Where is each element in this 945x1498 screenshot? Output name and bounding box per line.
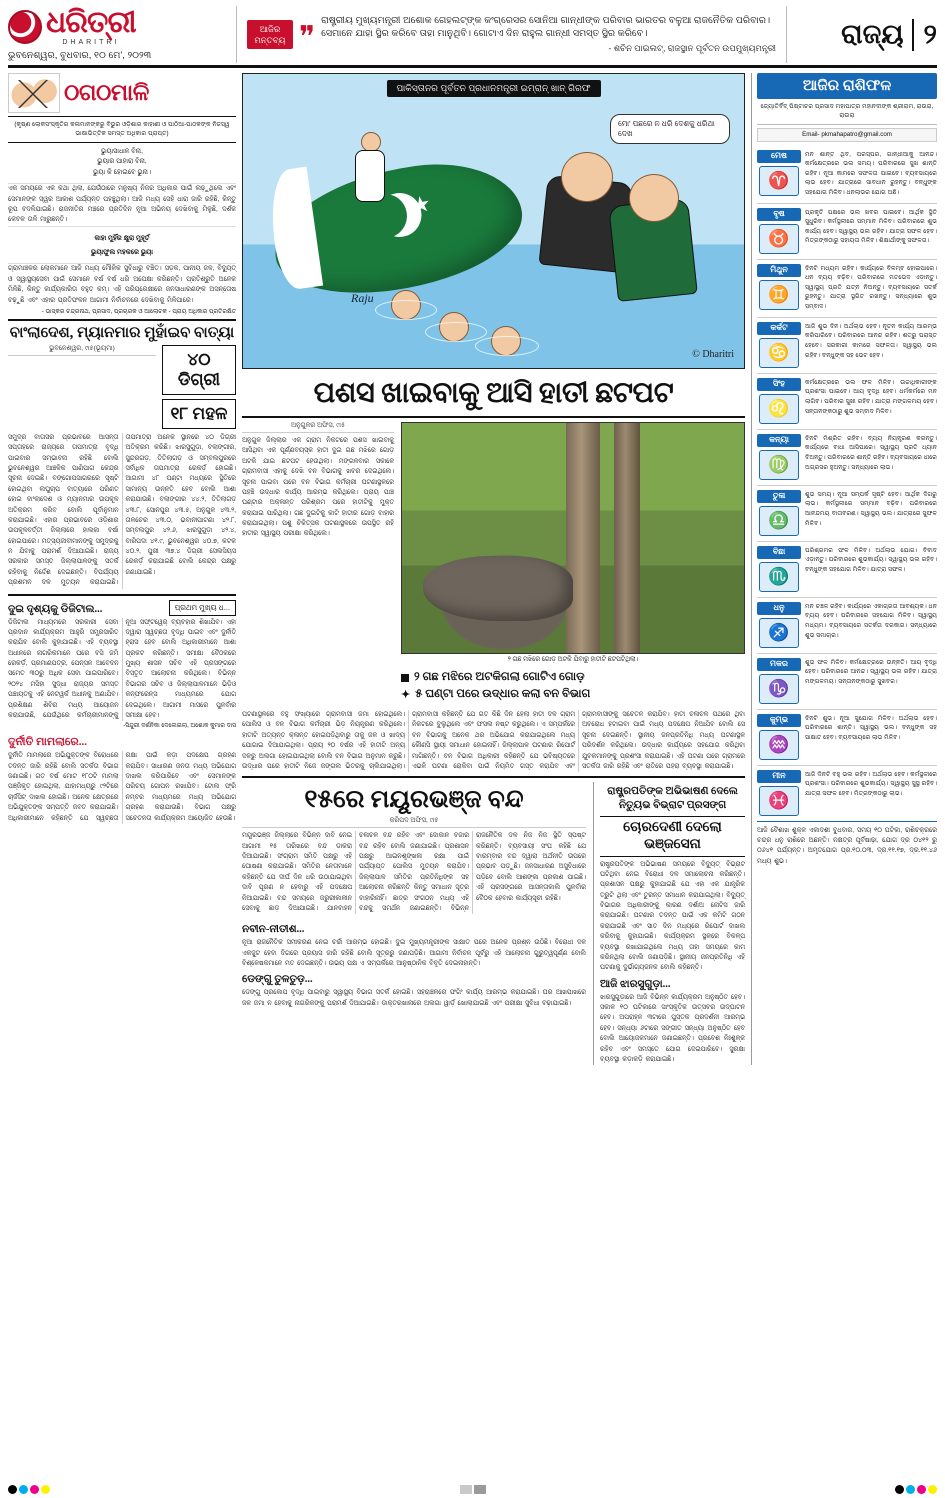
astrologer-email: Email- pkmahapatro@gmail.com	[757, 128, 937, 142]
sign-text: ଶୁଭ ଫଳ ମିଳିବ। କର୍ମକ୍ଷେତ୍ରରେ ଉନ୍ନତି। ଆୟ ବୃଦ୍ଧି ହେବ। ପରିବାରରେ ଆନନ୍ଦ। ସ୍ୱାସ୍ଥ୍ୟ ଭଲ ରହିବ। ଯାତ୍ରା ମଙ୍ଗଳମୟ। ସନ୍ତାନଙ୍କଠାରୁ ସୁଖବର।	[805, 658, 937, 685]
thagathamali-note: (କୃଷ୍ଣ ଲୋକସଂସ୍କୃତିର କଳାମାନଙ୍କରୁ ବିଭୁର ଓଡ଼ିଶାର କାହାଣୀ ଓ ପାଠିଆ-ପାଠକଙ୍କ ନିଜସ୍ୱ ଭାଷାଭିତ୍ତିକ ସମସ୍ତ ଅଧିକାର ପ୍ରାପ୍ତ)	[8, 117, 236, 143]
square-bullet-icon	[401, 674, 409, 682]
cartoon-caption-top: ପାକିସ୍ତାନର ପୂର୍ବତନ ପ୍ରଧାନମନ୍ତ୍ରୀ ଇମ୍ରାନ୍‌ ଖାନ୍‌ ଗିରଫ	[386, 80, 600, 97]
middle-column	[242, 73, 745, 1065]
sign-item-tula	[757, 486, 937, 542]
stat-temperature	[162, 345, 236, 395]
cmyk-group-right	[895, 1485, 937, 1494]
nabin-nitish-body: ନୂଆ ରାଜନୈତିକ ସମୀକରଣ ନେଇ ଚର୍ଚ୍ଚା ଆରମ୍ଭ ହୋଇଛି। ଦୁଇ ମୁଖ୍ୟମନ୍ତ୍ରୀଙ୍କ ସାକ୍ଷାତ ପରେ ଅନେକ ପ୍ରଶ୍ନ ଉଠିଛି। ବିରୋଧୀ ଦଳ ଏକଜୁଟ ହେବା ଦିଗରେ ପ୍ରୟାସ ଜାରି ରହିଛି ବୋଲି ସୂତ୍ରରୁ ଜଣାପଡ଼ିଛି। ଆଗାମୀ ନିର୍ବାଚନ ପୂର୍ବରୁ ଏହି ଆଲୋଚନା ଗୁରୁତ୍ୱପୂର୍ଣ୍ଣ ବୋଲି ବିଶ୍ଳେଷକମାନେ ମତ ଦେଇଛନ୍ତି। ଉଭୟ ପକ୍ଷ ଏ ସମ୍ପର୍କରେ ଆନୁଷ୍ଠାନିକ ବିବୃତି ଦେଇନାହାନ୍ତି।	[242, 939, 586, 967]
cancer-icon: ♋	[759, 338, 799, 368]
registration-dot-magenta	[30, 1485, 39, 1494]
sign-name: ମେଷ	[757, 150, 801, 163]
flag-white-band	[265, 167, 323, 292]
section-divider	[242, 776, 745, 778]
digital-tag: ପ୍ରଥମ ମୁଖ୍ୟ ଧ...	[169, 600, 236, 616]
poem-sub-block	[8, 226, 236, 265]
logo-swirl-icon	[8, 10, 42, 44]
elephant-body-col1: ଅନୁଗୁଳ ଜିଲ୍ଲାର ଏକ ଗ୍ରାମ ନିକଟରେ ପଶସ ଖାଇବାକୁ ଆସିଥିବା ଏକ ପୂର୍ଣ୍ଣବୟସ୍କ ହାତୀ ଦୁଇ ଗଛ ମଝିରେ ଗୋଡ଼ ଅଟକି ଯାଇ ଛଟପଟ ହେଉଥିଲା। ମଙ୍ଗଳବାର ସକାଳେ ଗ୍ରାମବାସୀ ଏହାକୁ ଦେଖି ବନ ବିଭାଗକୁ ଖବର ଦେଇଥିଲେ। ସୂଚନା ପାଇବା ପରେ ବନ ବିଭାଗ କର୍ମଚାରୀ ଘଟଣାସ୍ଥଳରେ ପହଞ୍ଚି ଉଦ୍ଧାର କାର୍ଯ୍ୟ ଆରମ୍ଭ କରିଥିଲେ। ପ୍ରାୟ ପାଞ୍ଚ ଘଣ୍ଟାର ଅକ୍ଳାନ୍ତ ପରିଶ୍ରମ ପରେ ହାତୀଟିକୁ ମୁକ୍ତ କରାଯାଇ ପାରିଥିଲା। ଗଛ ଦୁଇଟିକୁ କାଟି ହାତୀର ଗୋଡ଼ ବାହାର କରାଯାଇଥିଲା। ପଶୁ ଚିକିତ୍ସକ ଘଟଣାସ୍ଥଳରେ ଉପସ୍ଥିତ ରହି ହାତୀର ସ୍ୱାସ୍ଥ୍ୟ ପରୀକ୍ଷା କରିଥିଲେ।	[242, 437, 394, 538]
sign-name: ମିଥୁନ	[757, 264, 801, 277]
rashifal-title: ଆଜିର ରାଶିଫଳ	[757, 73, 937, 99]
sign-item-singha	[757, 374, 937, 430]
sign-name: ମକର	[757, 658, 801, 671]
sign-name: କୁମ୍ଭ	[757, 714, 801, 727]
aries-icon: ♈	[759, 166, 799, 196]
digital-head: ଦୁଇ ଦୃଶ୍ୟକୁ ଡିଜିଟାଲ...	[8, 603, 103, 615]
bangladesh-dateline: ଭୁବନେଶ୍ୱର, ୯ା୫(ଭୂୟମା)	[8, 345, 156, 356]
poem-sub-1: କାହା ମୁହିଁର କ୍ଷୁରା ମୁହୂର୍ତ	[94, 234, 150, 242]
sign-name: ମୀନ	[757, 770, 801, 783]
tree-trunk-1	[566, 423, 600, 653]
scorpio-icon: ♏	[759, 562, 799, 592]
president-kicker: ରାଷ୍ଟ୍ରପତିଙ୍କ ଅଭିଭାଷଣ ଦେଲେ ନିତ୍ୟୁଭ ବିଭ୍ରାଟ ପ୍ରସଙ୍ଗ	[607, 786, 738, 811]
sign-text: ଶୁଭ ସମୟ। ନୂଆ ସମ୍ପର୍କ ସୃଷ୍ଟି ହେବ। ଆର୍ଥିକ ଦିଗରୁ ଲାଭ। କର୍ମସ୍ଥଳୀରେ ସମ୍ମାନ ବଢ଼ିବ। ପରିବାରରେ ଆନନ୍ଦମୟ ବାତାବରଣ। ସ୍ୱାସ୍ଥ୍ୟ ଭଲ। ଯାତ୍ରାରେ ସୁଫଳ ମିଳିବ।	[805, 490, 937, 527]
elephant-main-headline: ପଶସ ଖାଇବାକୁ ଆସି ହାତୀ ଛଟପଟ	[242, 369, 745, 418]
dengue-body: ଡେଙ୍ଗୁ ପ୍ରକୋପ ବୃଦ୍ଧି ପାଇବାରୁ ସ୍ୱାସ୍ଥ୍ୟ ବିଭାଗ ସତର୍କ ହୋଇଛି। ସହରାଞ୍ଚଳରେ ଫଗିଂ କାର୍ଯ୍ୟ ଆରମ୍ଭ କରାଯାଇଛି। ଘର ଆଖପାଖରେ ଜଳ ଜମା ନ ହେବାକୁ ନାଗରିକଙ୍କୁ ପରାମର୍ଶ ଦିଆଯାଇଛି। ଡାକ୍ତରଖାନାରେ ଅଲଗା ୱାର୍ଡ଼ ଖୋଲାଯାଇଛି ଏବଂ ପରୀକ୍ଷା ସୁବିଧା ବଢ଼ାଯାଇଛି।	[242, 989, 586, 1007]
sign-item-meena	[757, 766, 937, 822]
bangladesh-body: ସମୁଦ୍ର ବାତାସର ପ୍ରଭାବରେ ଆସନ୍ତା ସପ୍ତାହରେ ରାଜ୍ୟରେ ତାପମାତ୍ରା ବୃଦ୍ଧି ପାଇବାର ସମ୍ଭାବନା ରହିଛି ବୋଲି ଭୁବନେଶ୍ୱର ଆଞ୍ଚଳିକ ପାଣିପାଗ କେନ୍ଦ୍ର ସୂଚନା ଦେଇଛି। ବଙ୍ଗୋପସାଗରରେ ସୃଷ୍ଟି ହୋଇଥିବା ଲଘୁଚାପ ବାତ୍ୟାରେ ପରିଣତ ହୋଇ ବାଂଲାଦେଶ ଓ ମ୍ୟାନମାର ଉପକୂଳ ଅତିକ୍ରମ କରିବ ବୋଲି ପୂର୍ବାନୁମାନ କରାଯାଇଛି। ଏହାର ପ୍ରଭାବରେ ଓଡ଼ିଶାର ଉପକୂଳବର୍ତ୍ତୀ ଜିଲ୍ଲାରେ ହାଲକା ବର୍ଷା ହୋଇପାରେ। ମତ୍ସ୍ୟଜୀବୀମାନଙ୍କୁ ସମୁଦ୍ରକୁ ନ ଯିବାକୁ ପରାମର୍ଶ ଦିଆଯାଇଛି। ରାଜ୍ୟ ସରକାର ସମସ୍ତ ଜିଲ୍ଲାପାଳଙ୍କୁ ସତର୍କ ରହିବାକୁ ନିର୍ଦ୍ଦେଶ ଦେଇଛନ୍ତି। ବିପର୍ଯ୍ୟୟ ପ୍ରଶମନ ଦଳ ମୁତୟନ କରାଯାଇଛି। ତାପମାତ୍ରା ଅନେକ ସ୍ଥାନରେ ୪୦ ଡିଗ୍ରୀ ଅତିକ୍ରମ କରିଛି। ଝାରସୁଗୁଡ଼ା, ବଲାଙ୍ଗୀର, ସୁନ୍ଦରଗଡ଼, ତିତିଲାଗଡ଼ ଓ ସମ୍ବଲପୁରରେ ସର୍ବାଧିକ ତାପମାତ୍ରା ରେକର୍ଡ଼ ହୋଇଛି। ଆଗାମୀ ୪୮ ଘଣ୍ଟା ମଧ୍ୟରେ ସ୍ଥିତିରେ ସାମାନ୍ୟ ଉନ୍ନତି ହେବ ବୋଲି ଆଶା କରାଯାଉଛି। ବଲାଙ୍ଗୀର ୪୪.୨, ତିତିଲାଗଡ଼ ୪୩.୮, ସୋନପୁର ୪୩.୫, ଅନୁଗୁଳ ୪୩.୨, ତାଳଚେର ୪୩.୦, ଭବାନୀପାଟଣା ୪୨.୮, ସମ୍ବଲପୁର ୪୨.୬, ଝାରସୁଗୁଡ଼ା ୪୨.୪, ବାରିପଦା ୪୧.୯, ଭୁବନେଶ୍ୱର ୪୦.୭, କଟକ ୪୦.୨, ପୁରୀ ୩୭.୪ ଡିଗ୍ରୀ ସେଲସିୟସ ରେକର୍ଡ଼ କରାଯାଇଛି ବୋଲି କେନ୍ଦ୍ର ପକ୍ଷରୁ ଜଣାଯାଇଛି।	[8, 433, 236, 587]
dengue-head: ଡେଙ୍ଗୁ ତୁଳତୁଡ଼...	[242, 974, 313, 986]
bullet-item-2	[401, 686, 745, 703]
elephant-photo	[401, 422, 745, 654]
sign-item-bichha	[757, 542, 937, 598]
star-bullet-icon: ✦	[401, 689, 411, 701]
registration-dot-yellow-2	[928, 1485, 937, 1494]
leo-icon: ♌	[759, 394, 799, 424]
star-icon: ★	[408, 190, 433, 219]
water-ripple-2	[425, 322, 487, 342]
registration-dot-black-2	[895, 1485, 904, 1494]
president-headline: ଚୋରଦେଣୀ ଦେଲୋ ଭଞ୍ଜସେନା	[600, 816, 745, 857]
sign-item-makara	[757, 654, 937, 710]
aquarius-icon: ♒	[759, 730, 799, 760]
main-cartoon-image	[242, 73, 745, 369]
thagathamali-header	[8, 73, 236, 117]
tree-trunk-2	[614, 423, 640, 653]
sign-text: ଆଜି ଦିନଟି ବହୁ ଭଲ ରହିବ। ଅର୍ଥଲାଭ ହେବ। କର୍ମସ୍ଥଳୀରେ ପ୍ରଶଂସା। ପରିବାରରେ ଶୁଭକାର୍ଯ୍ୟ। ସ୍ୱାସ୍ଥ୍ୟ ସୁସ୍ଥ ରହିବ। ଯାତ୍ରା ସଫଳ ହେବ। ମିତ୍ରଙ୍କଠାରୁ ଲାଭ।	[805, 770, 937, 797]
thagathamali-body: ଏକ ସମୟରେ ଏକ କଥା ଥିଲା, ଯେଉଁଠାରେ ମନୁଷ୍ୟ ନିଜର ଅଧିକାର ପାଇଁ ଲଢ଼ୁଥିଲେ ଏବଂ ସେମାନଙ୍କ ସ୍ୱର ଆକାଶ ପର୍ଯ୍ୟନ୍ତ ପହଞ୍ଚୁଥିଲା। ଆଜି ମଧ୍ୟ ସେହି ଧାରା ଜାରି ରହିଛି, କିନ୍ତୁ ରୂପ ବଦଳିଯାଇଛି। ରାଜନୀତିର ମଞ୍ଚରେ ପ୍ରତିଦିନ ନୂଆ ଅଭିନୟ ଦେଖିବାକୁ ମିଳୁଛି, ଦର୍ଶକ କେବଳ ତାଳି ମାରୁଛନ୍ତି।	[8, 185, 236, 224]
quote-of-the-day	[236, 6, 787, 63]
poem-sub-2: ଭୁୟାଫୁଲ ମହକରେ ଭୁୟା	[91, 248, 153, 256]
capricorn-icon: ♑	[759, 674, 799, 704]
masthead-left	[8, 6, 236, 63]
thagathamali-poem	[8, 143, 236, 185]
sign-item-brusha	[757, 204, 937, 260]
figure-head-2	[629, 174, 679, 222]
cartoonist-signature: Raju	[351, 291, 374, 305]
quote-mark-icon: ❞	[299, 21, 316, 54]
sign-text: ଆଜି ଶୁଭ ଦିନ। ଅର୍ଥଲାଭ ହେବ। ନୂତନ କାର୍ଯ୍ୟ ଆରମ୍ଭ କରିପାରିବେ। ପରିବାରରେ ଆନନ୍ଦ ରହିବ। ଶତ୍ରୁ ପରାସ୍ତ ହେବେ। ସରକାରୀ କାମରେ ସଫଳତା। ସ୍ୱାସ୍ଥ୍ୟ ଭଲ ରହିବ। ବନ୍ଧୁଙ୍କ ସହ ଭେଟ ହେବ।	[805, 322, 937, 359]
section-title: ରାଜ୍ୟ	[841, 18, 904, 49]
poem-line-1: ଭୁୟାସାଧାନ ବିନା,	[101, 147, 143, 155]
registration-dot-yellow	[41, 1485, 50, 1494]
sign-text: ପ୍ରକୃତି ପକ୍ଷରେ ଭଲ ଖବର ପାଇବେ। ଆର୍ଥିକ ସ୍ଥିତି ସୁଧୁରିବ। କର୍ମସ୍ଥଳୀରେ ସମ୍ମାନ ମିଳିବ। ପରିବାରରେ ଶୁଭ କାର୍ଯ୍ୟ ହେବ। ସ୍ୱାସ୍ଥ୍ୟ ଭଲ ରହିବ। ଯାତ୍ରା ସଫଳ ହେବ। ମିତ୍ରଙ୍କଠାରୁ ସହାୟତା ମିଳିବ। ଶିକ୍ଷାର୍ଥୀଙ୍କୁ ସଫଳତା।	[805, 208, 937, 245]
caricature-icon	[8, 73, 60, 113]
elephant-figure	[423, 556, 573, 620]
logo	[8, 8, 236, 46]
registration-dot-cyan-2	[906, 1485, 915, 1494]
bullet-item-1	[401, 669, 745, 686]
sign-item-kumbha	[757, 710, 937, 766]
cartoon-credit: © Dharitri	[692, 349, 734, 360]
registration-dot-cyan	[19, 1485, 28, 1494]
sign-name: ତୁଳା	[757, 490, 801, 503]
sign-item-kanya	[757, 430, 937, 486]
swatch-gray	[460, 1485, 472, 1494]
bullet-2-label: ୫ ଘଣ୍ଟା ପରେ ଉଦ୍ଧାର କଲା ବନ ବିଭାଗ	[415, 688, 591, 700]
sign-name: ସିଂହ	[757, 378, 801, 391]
bangladesh-headline: ବାଂଲାଦେଶ, ମ୍ୟାନମାର ମୁହାଁଇବ ବାତ୍ୟା	[9, 324, 235, 341]
figure-body-3	[355, 150, 385, 202]
swatch-gray-dark	[474, 1485, 486, 1494]
stat-temperature-value: ୪୦ ଡିଗ୍ରୀ	[177, 349, 221, 389]
libra-icon: ♎	[759, 506, 799, 536]
bullet-1-label: ୨ ଗଛ ମଝିରେ ଅଟକିଗଲା ଗୋଟିଏ ଗୋଡ଼	[414, 671, 585, 683]
sign-text: ଦିନଟି ମଧ୍ୟମ ରହିବ। କାର୍ଯ୍ୟରେ ବିଳମ୍ବ ହୋଇପାରେ। ଧନ ବ୍ୟୟ ବଢ଼ିବ। ପରିବାରରେ ମତଭେଦ ଏଡ଼ାନ୍ତୁ। ସ୍ୱାସ୍ଥ୍ୟ ପ୍ରତି ଯତ୍ନ ନିଅନ୍ତୁ। ବ୍ୟବସାୟରେ ସତର୍କ ରୁହନ୍ତୁ। ଯାତ୍ରା ସ୍ଥଗିତ ରଖନ୍ତୁ। ସନ୍ଧ୍ୟାରେ ଶୁଭ ସମ୍ବାଦ।	[805, 264, 937, 311]
cartoon-speech-bubble: ମୋ' ପଛରେ ନ ଧରି ଦେଶକୁ ଧରିଥା ଦେଖ	[610, 114, 730, 144]
sign-text: ଦିନଟି ଶୁଭ। ନୂଆ ସୁଯୋଗ ମିଳିବ। ଅର୍ଥଲାଭ ହେବ। ପରିବାରରେ ଶାନ୍ତି। ସ୍ୱାସ୍ଥ୍ୟ ଭଲ। ବନ୍ଧୁଙ୍କ ସହ ସାକ୍ଷାତ ହେବ। ବ୍ୟବସାୟରେ ଲାଭ ମିଳିବ।	[805, 714, 937, 741]
digital-body: ଡିଜିଟାଲ ମାଧ୍ୟମରେ ସରକାରୀ ସେବା ପ୍ରଦାନ କାର୍ଯ୍ୟକ୍ରମ ଆହୁରି ସମ୍ପ୍ରସାରିତ କରାଯିବ ବୋଲି କୁହାଯାଇଛି। ଏହି ବ୍ୟବସ୍ଥା ଅଧୀନରେ ନାଗରିକମାନେ ଘରେ ବସି ଜମି ରେକର୍ଡ଼, ପ୍ରମାଣପତ୍ର, ପେନ୍‌ସନ ଆବେଦନ ସମେତ ୩୦ରୁ ଅଧିକ ସେବା ପାଇପାରିବେ। ୨୦୨୪ ମସିହା ସୁଦ୍ଧା ରାଜ୍ୟର ସମସ୍ତ ପଞ୍ଚାୟତକୁ ଏହି ନେଟୱର୍କ ଅଧୀନକୁ ଅଣାଯିବ। ପ୍ରଶିକ୍ଷଣ ଶିବିର ମଧ୍ୟ ଆୟୋଜନ କରାଯାଉଛି, ଯେଉଁଥିରେ କର୍ମଚାରୀମାନଙ୍କୁ ନୂଆ ସଫ୍ଟୱେର୍ ବ୍ୟବହାର ଶିଖାଯିବ। ଏହା ଦ୍ୱାରା ସ୍ୱଚ୍ଛତା ବୃଦ୍ଧି ପାଇବ ଏବଂ ଦୁର୍ନୀତି ହ୍ରାସ ହେବ ବୋଲି ଅଧିକାରୀମାନେ ଆଶା ପ୍ରକଟ କରିଛନ୍ତି। ସମୀକ୍ଷା ବୈଠକରେ ମୁଖ୍ୟ ଶାସନ ସଚିବ ଏହି ପ୍ରସଙ୍ଗରେ ବିସ୍ତୃତ ଆଲୋଚନା କରିଥିଲେ। ବିଭିନ୍ନ ବିଭାଗର ସଚିବ ଓ ଜିଲ୍ଲାପାଳମାନେ ଭିଡ଼ିଓ କନ୍‌ଫରେନ୍‌ସ ମାଧ୍ୟମରେ ଯୋଗ ଦେଇଥିଲେ। ଆଗାମୀ ମାସରେ ପୁନର୍ବାର ସମୀକ୍ଷା ହେବ।	[8, 618, 236, 719]
mayurbhanj-headline: ୧୫ରେ ମୟୂରଭଞ୍ଜ ବନ୍ଦ	[304, 786, 524, 814]
masthead-right	[787, 6, 937, 63]
sign-name: ବିଛା	[757, 546, 801, 559]
corruption-head: ଦୁର୍ନୀତି ମାମଲାରେ...	[8, 736, 87, 749]
sign-item-mesha	[757, 146, 937, 204]
quote-badge: ଆଜିର ମନ୍ତବ୍ୟ	[247, 20, 293, 49]
logo-text: ଧରିତ୍ରୀ	[46, 6, 136, 39]
stat-floors-value: ୧୮ ମହଳ	[170, 403, 228, 423]
sagittarius-icon: ♐	[759, 618, 799, 648]
thagathamali-credit: - ଭାସ୍କର ଚନ୍ଦ୍ରନାଥ, ପ୍ରସାଦ, ପ୍ରଚାରକ ଓ ଆଲୋଚକ - ପ୍ରାୟ ଅଧିକାର ପ୍ରତିରକ୍ଷିତ	[8, 306, 236, 321]
quote-text: ରାଷ୍ଟ୍ରୀୟ ମୁଖ୍ୟମନ୍ତ୍ରୀ ଅଶୋକ ଗେହଲଟ୍‌ଙ୍କ କଂଗ୍ରେସର ସୋନିଆ ଗାନ୍ଧୀଙ୍କ ପରିବାର ଭାରତର ବଳୁଆ ରାଜନୈତିକ ପରିବାର। ସେମାନେ ଯାହା ସ୍ଥିର କରିବେ ତାହା ମାନୁଥିବି। ଗୋଟାଏ ଦିନ ରାହୁଲ ଗାନ୍ଧୀ ସମସ୍ତ ସ୍ଥିର କରିବେ।	[321, 15, 771, 39]
nabin-nitish-head: ନବୀନ-ନୀତୀଶ...	[242, 924, 305, 936]
cmyk-group-center	[460, 1485, 486, 1494]
president-body: ରାଷ୍ଟ୍ରପତିଙ୍କ ଅଭିଭାଷଣ ସମୟରେ ବିଦ୍ୟୁତ୍‌ ବିଭ୍ରାଟ ଘଟିଥିବା ନେଇ ବିରୋଧୀ ଦଳ ସମାଲୋଚନା କରିଛନ୍ତି। ପ୍ରଶାସନ ପକ୍ଷରୁ କୁହାଯାଇଛି ଯେ ଏହା ଏକ ଯାନ୍ତ୍ରିକ ତ୍ରୁଟି ଥିଲା ଏବଂ ତୁରନ୍ତ ସମାଧାନ କରାଯାଇଥିଲା। ବିଦ୍ୟୁତ୍‌ ବିଭାଗର ଅଧିକାରୀଙ୍କୁ କାରଣ ଦର୍ଶାଅ ନୋଟିସ ଜାରି କରାଯାଇଛି। ଘଟଣାର ତଦନ୍ତ ପାଇଁ ଏକ କମିଟି ଗଠନ କରାଯାଇଛି ଏବଂ ସାତ ଦିନ ମଧ୍ୟରେ ରିପୋର୍ଟ ଦାଖଲ କରିବାକୁ କୁହାଯାଇଛି। କାର୍ଯ୍ୟକ୍ରମ ସ୍ଥଳରେ ବିକଳ୍ପ ବ୍ୟବସ୍ଥା ରଖାଯାଇଥିଲେ ମଧ୍ୟ ତାହା ସମୟରେ କାମ କରିନଥିଲା ବୋଲି ଜଣାପଡ଼ିଛି। ସ୍ଥାନୀୟ ଜନପ୍ରତିନିଧି ଏହି ଘଟଣାକୁ ଦୁର୍ଭାଗ୍ୟଜନକ ବୋଲି କହିଛନ୍ତି।	[600, 860, 745, 972]
mayurbhanj-body: ମୟୂରଭଞ୍ଜ ଜିଲ୍ଲାରେ ବିଭିନ୍ନ ଦାବି ନେଇ ଆଗାମୀ ୧୫ ତାରିଖରେ ବନ୍ଦ ଡାକରା ଦିଆଯାଇଛି। ସଂଗ୍ରାମ ସମିତି ପକ୍ଷରୁ ଏହି ଘୋଷଣା କରାଯାଇଛି। ସମିତିର ନେତାମାନେ କହିଛନ୍ତି ଯେ ଦୀର୍ଘ ଦିନ ଧରି ଉଠାଯାଇଥିବା ଦାବି ପୂରଣ ନ ହେବାରୁ ଏହି ପଦକ୍ଷେପ ନିଆଯାଇଛି। ବନ୍ଦ ସମୟରେ ଜରୁରୀକାଳୀନ ସେବାକୁ ଛାଡ଼ ଦିଆଯାଇଛି। ଯାନବାହନ ଚଳାଚଳ ବନ୍ଦ ରହିବ ଏବଂ ଦୋକାନ ବଜାର ବନ୍ଦ ରହିବ ବୋଲି ଜଣାଯାଇଛି। ପ୍ରଶାସନ ପକ୍ଷରୁ ଆଇନଶୃଙ୍ଖଳା ରକ୍ଷା ପାଇଁ ପର୍ଯ୍ୟାପ୍ତ ପୋଲିସ ମୁତୟନ କରାଯିବ। ଜିଲ୍ଲାପାଳ ସମିତିର ପ୍ରତିନିଧିଙ୍କ ସହ ଆଲୋଚନା କରିଛନ୍ତି କିନ୍ତୁ ସମାଧାନ ସୂତ୍ର ବାହାରିନାହିଁ। ଛାତ୍ର ସଂଗଠନ ମଧ୍ୟ ଏହି ବନ୍ଦକୁ ସମର୍ଥନ ଜଣାଇଛନ୍ତି। ବିଭିନ୍ନ ରାଜନୈତିକ ଦଳ ନିଜ ନିଜ ସ୍ଥିତି ସ୍ପଷ୍ଟ କରିଛନ୍ତି। ବ୍ୟବସାୟୀ ସଂଘ କହିଛି ଯେ ବାରମ୍ବାର ବନ୍ଦ ଦ୍ୱାରା ଅର୍ଥନୀତି ଉପରେ ପ୍ରଭାବ ପଡ଼ୁଛି। ଜନସାଧାରଣ ଅସୁବିଧାରେ ପଡ଼ିବେ ବୋଲି ଆଶଙ୍କା ପ୍ରକାଶ ପାଇଛି। ଏହି ପ୍ରସଙ୍ଗରେ ଆସନ୍ତାକାଲି ପୁନର୍ବାର ବୈଠକ ହେବାର କାର୍ଯ୍ୟସୂଚୀ ରହିଛି।	[242, 832, 586, 912]
registration-dot-black	[8, 1485, 17, 1494]
water-ripple-1	[375, 300, 437, 320]
rashifal-column	[751, 73, 937, 1065]
publication-date: ଭୁବନେଶ୍ୱର, ବୁଧବାର, ୧୦ ମେ', ୨୦୨୩	[8, 50, 152, 61]
elephant-byline: ଅନୁଗୁଳର ଅଫିସ, ୯ା୫	[242, 422, 394, 433]
thagathamali-body-2: ଗ୍ରାମାଞ୍ଚଳର ଲୋକମାନେ ଆଜି ମଧ୍ୟ ମୌଳିକ ସୁବିଧାରୁ ବଞ୍ଚିତ। ସଡ଼କ, ପାନୀୟ ଜଳ, ବିଦ୍ୟୁତ୍‌ ଓ ସ୍ୱାସ୍ଥ୍ୟସେବା ପାଇଁ ସେମାନେ ବର୍ଷ ବର୍ଷ ଧରି ଅପେକ୍ଷା କରିଛନ୍ତି। ପ୍ରତିଶ୍ରୁତି ଅନେକ ମିଳିଛି, କିନ୍ତୁ କାର୍ଯ୍ୟକାରିତା ବହୁତ କମ୍‌। ଏହି ପରିପ୍ରେକ୍ଷୀରେ ଜନସାଧାରଣଙ୍କ ଅସନ୍ତୋଷ ବଢ଼ୁଛି ଏବଂ ଏହାର ପ୍ରତିଫଳନ ଆଗାମୀ ନିର୍ବାଚନରେ ଦେଖିବାକୁ ମିଳିପାରେ।	[8, 265, 236, 304]
pisces-icon: ♓	[759, 786, 799, 816]
sign-name: କର୍କଟ	[757, 322, 801, 335]
sign-name: କନ୍ୟା	[757, 434, 801, 447]
stat-floors	[162, 399, 236, 429]
cmyk-group-left	[8, 1485, 50, 1494]
page-number: ୨	[912, 19, 937, 51]
corruption-body: ଦୁର୍ନୀତି ମାମଲାରେ ଅଭିଯୁକ୍ତଙ୍କ ବିରୋଧରେ ତଦନ୍ତ ଜାରି ରହିଛି ବୋଲି ସତର୍କତା ବିଭାଗ ଜଣାଇଛି। ଗତ ବର୍ଷ ମୋଟ ୧୮୦ଟି ମାମଲା ପଞ୍ଜିକୃତ ହୋଇଥିଲା, ଯାହାମଧ୍ୟରୁ ୯୨ଟିରେ ଚାର୍ଜସିଟ୍ ଦାଖଲ ହୋଇଛି। ଅନେକ କ୍ଷେତ୍ରରେ ଅଭିଯୁକ୍ତଙ୍କ ସମ୍ପତ୍ତି ଜବତ କରାଯାଇଛି। ଅଧିକାରୀମାନେ କହିଛନ୍ତି ଯେ ସ୍ୱଚ୍ଛତା ରକ୍ଷା ପାଇଁ କଡ଼ା ପଦକ୍ଷେପ ଗ୍ରହଣ କରାଯିବ। ସାଧାରଣ ଜନତା ମଧ୍ୟ ଅଭିଯୋଗ ଦାଖଲ କରିପାରିବେ ଏବଂ ସେମାନଙ୍କ ପରିଚୟ ଗୋପନ ରଖାଯିବ। ଟୋଲ ଫ୍ରି ନମ୍ବର ମାଧ୍ୟମରେ ମଧ୍ୟ ଅଭିଯୋଗ ଗ୍ରହଣ କରାଯାଉଛି। ବିଭାଗ ପକ୍ଷରୁ ସଚେତନତା କାର୍ଯ୍ୟକ୍ରମ ଆୟୋଜିତ ହେଉଛି।	[8, 752, 236, 822]
quote-attribution: - ଶଚିନ ପାଇଲଟ୍‌, ରାଜସ୍ଥାନ ପୂର୍ବତନ ଉପମୁଖ୍ୟମନ୍ତ୍ରୀ	[608, 42, 776, 53]
sign-item-karkata	[757, 318, 937, 374]
sign-list	[757, 146, 937, 822]
panchang-text: ଆଜି ବୈଶାଖ ଶୁକ୍ଳ ଏକାଦଶୀ ବୁଧବାର, ସମୟ ୧୦ ଘଟିକା, ରାଶିଚକ୍ରରେ ଚନ୍ଦ୍ର ଧନୁ ରାଶିରେ ଅଛନ୍ତି। ନକ୍ଷତ୍ର ପୂର୍ବଷାଢ଼ା, ଯୋଗ ଦ୍ର ୦୪୧୨ ରୁ ୦୬୪୧ ପର୍ଯ୍ୟନ୍ତ। ଅମୃତଯୋଗ ପ୍ର.୧୦.୦୩, ଦ୍ର.୧୧.୧୭, ଦ୍ର.୧୧.୪୬ ମଧ୍ୟ ଶୁଭ।	[757, 826, 937, 865]
water-ripple-3	[475, 336, 539, 356]
jharsuguda-head: ଆଜି ଝାରସୁଗୁଡ଼ା...	[600, 978, 671, 990]
masthead	[8, 6, 937, 68]
sign-text: ମନ ଶାନ୍ତ ଥିବ, ପରସ୍ପର, ଗାନ୍ଧୀଆକୁ ଆନନ୍ଦ। କର୍ମକ୍ଷେତ୍ରରେ ଭଲ ସମୟ। ପରିବାରରେ ସୁଖ ଶାନ୍ତି ରହିବ। ନୂଆ କାମରେ ସଫଳତା ପାଇବେ। ବ୍ୟବସାୟରେ ଲାଭ ହେବ। ଯାତ୍ରାରେ ସାବଧାନ ରୁହନ୍ତୁ। ବନ୍ଧୁଙ୍କ ସହଯୋଗ ମିଳିବ। ଧନଲାଭର ଯୋଗ ଅଛି।	[805, 150, 937, 197]
poem-line-2: ଭୁୟାର ପାହାରା ବିନା,	[97, 158, 147, 166]
sign-name: ଧନୁ	[757, 602, 801, 615]
thagathamali-title: ଠଗଠମାଳି	[64, 80, 149, 105]
taurus-icon: ♉	[759, 224, 799, 254]
virgo-icon: ♍	[759, 450, 799, 480]
mayurbhanj-byline: କରିପଦ ଅଫିସ, ୯ା୫	[242, 817, 586, 828]
registration-dot-magenta-2	[917, 1485, 926, 1494]
page-grid	[8, 73, 937, 1065]
sign-item-mithuna	[757, 260, 937, 318]
logo-subtext: DHARITRI	[62, 39, 120, 46]
sign-text: କର୍ମକ୍ଷେତ୍ରରେ ଭଲ ଫଳ ମିଳିବ। ଉଚ୍ଚାଧିକାରୀଙ୍କ ପ୍ରଶଂସା ପାଇବେ। ଆୟ ବୃଦ୍ଧି ହେବ। ଧର୍ମକର୍ମରେ ମନ ଲାଗିବ। ପରିବାର ସୁଖୀ ରହିବ। ଯାତ୍ରା ମଙ୍ଗଳମୟ ହେବ। ସନ୍ତାନଙ୍କଠାରୁ ଶୁଭ ସମ୍ବାଦ ମିଳିବ।	[805, 378, 937, 415]
elephant-photo-caption: ୨ ଗଛ ମଝିରେ ଗୋଡ଼ ଅଟକି ଯିବାରୁ ହାତୀଟି ଛଟପଟିଥିଲା।	[507, 656, 639, 663]
sign-text: ପରିଶ୍ରମର ଫଳ ମିଳିବ। ଅର୍ଥଲାଭ ଯୋଗ। ବିବାଦ ଏଡ଼ାନ୍ତୁ। ପରିବାରରେ ଶୁଭକାର୍ଯ୍ୟ। ସ୍ୱାସ୍ଥ୍ୟ ଭଲ ରହିବ। ବନ୍ଧୁଙ୍କ ସହଯୋଗ ମିଳିବ। ଯାତ୍ରା ସଫଳ।	[805, 546, 937, 573]
figure-head-1	[561, 152, 613, 202]
elephant-body-continued: ଘଟଣାସ୍ଥଳରେ ବହୁ ସଂଖ୍ୟାରେ ଗ୍ରାମବାସୀ ଜମା ହୋଇଥିଲେ। ପୋଲିସ ଓ ବନ ବିଭାଗ କର୍ମଚାରୀ ଭିଡ଼ ନିୟନ୍ତ୍ରଣ କରିଥିଲେ। ହାତୀଟି ଅତ୍ୟନ୍ତ କ୍ଳାନ୍ତ ହୋଇପଡ଼ିଥିବାରୁ ତାକୁ ଜଳ ଓ ଖାଦ୍ୟ ଯୋଗାଇ ଦିଆଯାଇଥିଲା। ପ୍ରାୟ ୨୦ ବର୍ଷର ଏହି ହାତୀଟି ଅନ୍ୟ ଦଳରୁ ଅଲଗା ହୋଇଯାଇଥିଲା ବୋଲି ବନ ବିଭାଗ ଅନୁମାନ କରୁଛି। ଉଦ୍ଧାର ପରେ ହାତୀଟି ନିଜେ ଜଙ୍ଗଲ ଭିତରକୁ ଚାଲିଯାଇଥିଲା। ଗ୍ରାମବାସୀ କହିଛନ୍ତି ଯେ ଗତ କିଛି ଦିନ ହେଲା ହାତୀ ଦଳ ଗ୍ରାମ ନିକଟରେ ବୁଲୁଥିଲେ ଏବଂ ଫସଲ ନଷ୍ଟ କରୁଥିଲେ। ଏ ସମ୍ପର୍କରେ ବନ ବିଭାଗକୁ ଅନେକ ଥର ଅଭିଯୋଗ କରାଯାଇଥିଲେ ମଧ୍ୟ କୌଣସି ସ୍ଥାୟୀ ସମାଧାନ ହୋଇନାହିଁ। ଜିଲ୍ଲାପାଳ ଘଟଣାର ରିପୋର୍ଟ ମାଗିଛନ୍ତି। ବନ ବିଭାଗ ଅଧିକାରୀ କହିଛନ୍ତି ଯେ ଭବିଷ୍ୟତରେ ଏଭଳି ଘଟଣା ରୋକିବା ପାଇଁ ନିୟମିତ ଗସ୍ତ କରାଯିବ ଏବଂ ଗ୍ରାମବାସୀଙ୍କୁ ସଚେତନ କରାଯିବ। ହାତୀ ଚଳାଚଳ ପଥରେ ଥିବା ଅବରୋଧ ହଟାଇବା ପାଇଁ ମଧ୍ୟ ପଦକ୍ଷେପ ନିଆଯିବ ବୋଲି ସେ ସୂଚନା ଦେଇଛନ୍ତି। ସ୍ଥାନୀୟ ଜନପ୍ରତିନିଧି ମଧ୍ୟ ଘଟଣାସ୍ଥଳ ପରିଦର୍ଶନ କରିଥିଲେ। ଉଦ୍ଧାର କାର୍ଯ୍ୟରେ ସହଯୋଗ କରିଥିବା ଯୁବକମାନଙ୍କୁ ପ୍ରଶଂସା କରାଯାଇଛି। ଏହି ଘଟଣା ପରେ ଗ୍ରାମରେ ସତର୍କତା ଜାରି ରହିଛି ଏବଂ ରାତିରେ ପହରା ବ୍ୟବସ୍ଥା କରାଯାଇଛି।	[242, 711, 745, 770]
sign-item-dhanu	[757, 598, 937, 654]
elephant-bullets	[401, 667, 745, 707]
sign-text: ମନ ଚଞ୍ଚଳ ରହିବ। କାର୍ଯ୍ୟରେ ଏକାଗ୍ରତା ଆବଶ୍ୟକ। ଧନ ବ୍ୟୟ ହେବ। ପରିବାରରେ ସହଯୋଗ ମିଳିବ। ସ୍ୱାସ୍ଥ୍ୟ ମଧ୍ୟମ। ବ୍ୟବସାୟରେ ସତର୍କତା ଦରକାର। ସନ୍ଧ୍ୟାରେ ଶୁଭ ସମାଚାର।	[805, 602, 937, 639]
poem-line-3: ଭୁୟା କି ହୋଇବେ ଭୁନା।	[93, 169, 151, 177]
digital-credit: -ସିନ୍ଦୁରୀ ଦର୍ଶନିକା ଦେଲେଇଲା, ଅଶୋକ କୁମାର ଦାସ	[123, 723, 236, 730]
sign-text: ଦିନଟି ମିଶ୍ରିତ ରହିବ। ବ୍ୟୟ ନିୟନ୍ତ୍ରଣ କରନ୍ତୁ। କାର୍ଯ୍ୟରେ ବାଧା ଆସିପାରେ। ସ୍ୱାସ୍ଥ୍ୟ ପ୍ରତି ଧ୍ୟାନ ଦିଅନ୍ତୁ। ପରିବାରରେ ଶାନ୍ତି ରହିବ। ବ୍ୟବସାୟରେ ଧୀରେ ଅଗ୍ରସର ହୁଅନ୍ତୁ। ସନ୍ଧ୍ୟାରେ ଲାଭ।	[805, 434, 937, 471]
left-column	[8, 73, 236, 1065]
gemini-icon: ♊	[759, 280, 799, 310]
astrologer-info: ଜ୍ୟୋତିର୍ବିଦ୍‌ ପିଷ୍ଟାଚର ପ୍ରସାଦ ମହାପାତ୍ର ମହାନଦୀଙ୍କ ଶ୍ରୀରାମ, ରାଉରା, ରାଉରା	[757, 99, 937, 125]
cmyk-registration-bar	[0, 1485, 945, 1494]
sign-name: ବୃଷ	[757, 208, 801, 221]
jharsuguda-body: ଝାରସୁଗୁଡ଼ାରେ ଆଜି ବିଭିନ୍ନ କାର୍ଯ୍ୟକ୍ରମ ଅନୁଷ୍ଠିତ ହେବ। ସକାଳ ୧୦ ଘଟିକାରେ ସାଂସ୍କୃତିକ ଉତ୍ସବର ଉଦ୍‌ଘାଟନ ହେବ। ଅପରାହ୍ନ ୩ଟାରେ ପୁସ୍ତକ ପ୍ରଦର୍ଶନୀ ଆରମ୍ଭ ହେବ। ସନ୍ଧ୍ୟା ୬ଟାରେ ସଙ୍ଗୀତ ସନ୍ଧ୍ୟା ଅନୁଷ୍ଠିତ ହେବ ବୋଲି ଆୟୋଜକମାନେ ଜଣାଇଛନ୍ତି। ପ୍ରବେଶ ନିଃଶୁଳ୍କ ରହିବ ଏବଂ ସମସ୍ତେ ଯୋଗ ଦେଇପାରିବେ। ସୁରକ୍ଷା ବ୍ୟବସ୍ଥା କଡ଼ାକଡ଼ି କରାଯାଇଛି।	[600, 993, 745, 1063]
figure-head-3	[361, 132, 381, 152]
